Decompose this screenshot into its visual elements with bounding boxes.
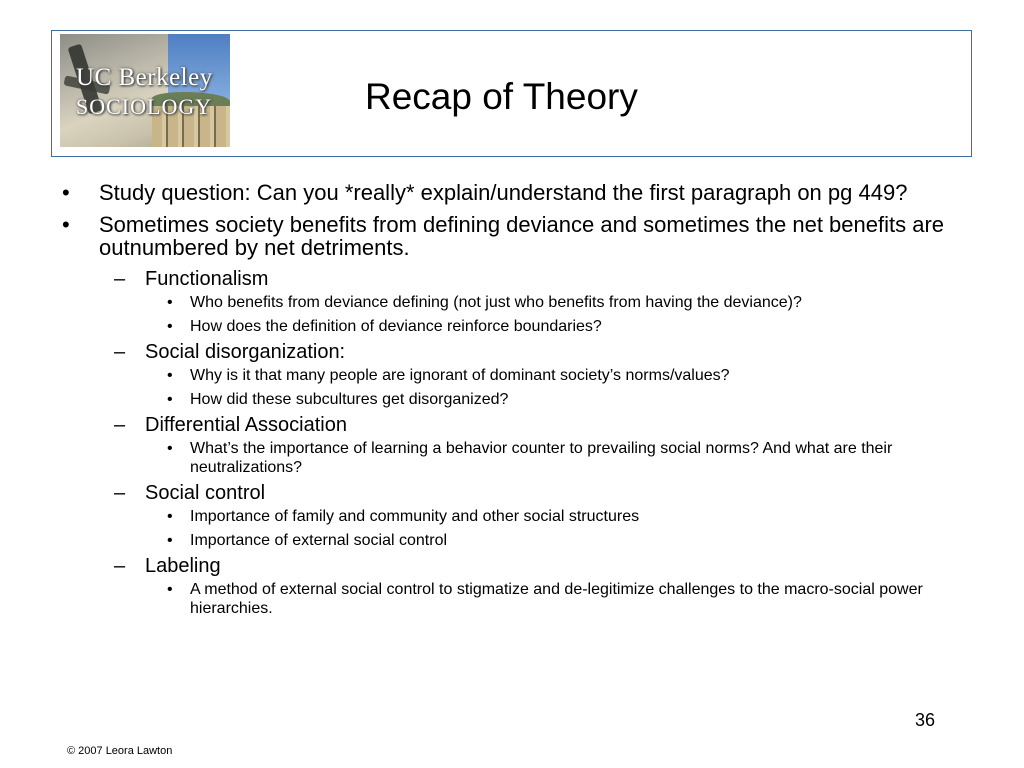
bullet-dot-icon: •: [167, 440, 173, 457]
bullet-dot-icon: •: [167, 318, 173, 335]
subbullet-functionalism: [0, 268, 1024, 291]
dash-icon: –: [114, 268, 126, 290]
bullet-text: Sometimes society benefits from defining deviance and sometimes the net benefits are outnumbered by net detriments.: [99, 212, 945, 260]
slide-content: [0, 181, 1024, 623]
list-item: [0, 366, 1024, 385]
bullet-dot-icon: •: [62, 180, 70, 205]
bullet-dot-icon: •: [167, 391, 173, 408]
subbullet-social-disorganization: [0, 341, 1024, 364]
slide-title: Recap of Theory: [365, 76, 638, 117]
dash-icon: –: [114, 482, 126, 504]
bullet-dot-icon: •: [62, 212, 70, 237]
subbullet-social-control: [0, 482, 1024, 505]
page-number: 36: [914, 710, 935, 730]
list-item: [0, 507, 1024, 526]
subbullet-label: Labeling: [145, 555, 221, 577]
logo-text-line1: UC Berkeley: [76, 64, 213, 91]
uc-berkeley-sociology-logo: [60, 34, 230, 147]
bullet-dot-icon: •: [167, 294, 173, 311]
bullet-dot-icon: •: [167, 532, 173, 549]
subbullet-label: Social disorganization:: [145, 341, 346, 363]
title-banner: [51, 30, 972, 157]
bullet-dot-icon: •: [167, 581, 173, 598]
subbullet-labeling: [0, 555, 1024, 578]
list-item: [0, 293, 1024, 312]
subbullet-differential-association: [0, 414, 1024, 437]
bullet-study-question: [0, 181, 1024, 204]
list-item-text: Importance of external social control: [190, 532, 448, 549]
list-item-text: How did these subcultures get disorganized?: [190, 391, 509, 408]
bullet-society-benefits: [0, 213, 1024, 259]
copyright-notice: © 2007 Leora Lawton: [67, 745, 173, 757]
subbullet-label: Differential Association: [145, 414, 347, 436]
dash-icon: –: [114, 341, 126, 363]
list-item-text: How does the definition of deviance reinforce boundaries?: [190, 318, 602, 335]
list-item: [0, 439, 1024, 477]
list-item-text: What’s the importance of learning a behavior counter to prevailing social norms? And what are their neutralizations?: [190, 440, 893, 476]
bullet-text: Study question: Can you *really* explain/understand the first paragraph on pg 449?: [99, 180, 908, 205]
subbullet-label: Functionalism: [145, 268, 269, 290]
list-item-text: A method of external social control to stigmatize and de-legitimize challenges to the macro-social power hierarchies.: [190, 581, 923, 617]
list-item: [0, 317, 1024, 336]
list-item-text: Importance of family and community and other social structures: [190, 508, 640, 525]
bullet-dot-icon: •: [167, 367, 173, 384]
dash-icon: –: [114, 414, 126, 436]
list-item: [0, 531, 1024, 550]
list-item-text: Who benefits from deviance defining (not just who benefits from having the deviance)?: [190, 294, 802, 311]
bullet-dot-icon: •: [167, 508, 173, 525]
list-item-text: Why is it that many people are ignorant of dominant society’s norms/values?: [190, 367, 730, 384]
dash-icon: –: [114, 555, 126, 577]
logo-text-line2: SOCIOLOGY: [76, 94, 213, 119]
subbullet-label: Social control: [145, 482, 266, 504]
list-item: [0, 580, 1024, 618]
list-item: [0, 390, 1024, 409]
